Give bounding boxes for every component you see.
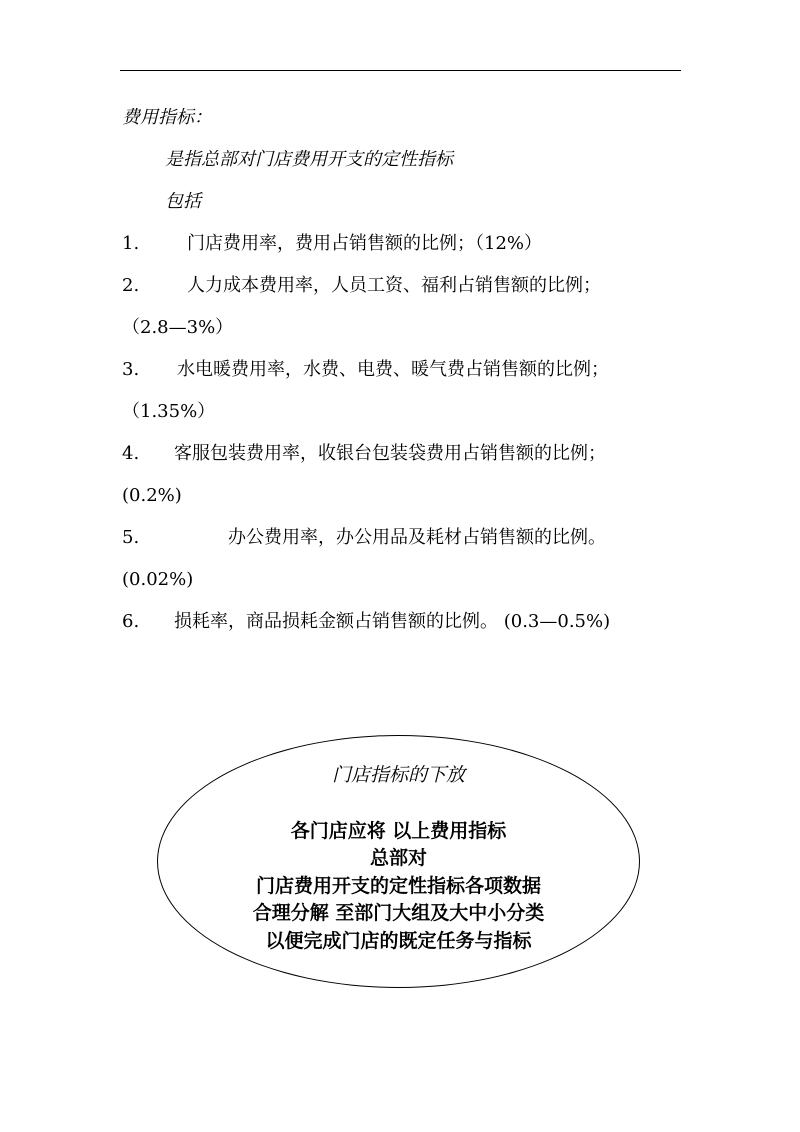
oval-line: 总部对 xyxy=(369,847,427,869)
item-number: 6. xyxy=(122,611,140,632)
item-text: 损耗率，商品损耗金额占销售额的比例。 (0.3—0.5%) xyxy=(174,611,611,632)
item-number: 3. xyxy=(122,359,140,380)
item-text: 门店费用率，费用占销售额的比例；（12%） xyxy=(187,233,543,254)
oval-line: 门店费用开支的定性指标各项数据 xyxy=(255,875,541,897)
item-continuation: (0.02%) xyxy=(122,569,194,590)
oval-line: 各门店应将 以上费用指标 xyxy=(290,820,507,842)
item-text: 办公费用率，办公用品及耗材占销售额的比例。 xyxy=(228,527,606,548)
oval-line: 合理分解 至部门大组及大中小分类 xyxy=(252,902,545,924)
item-text: 人力成本费用率，人员工资、福利占销售额的比例； xyxy=(187,275,601,296)
item-continuation: (0.2%) xyxy=(122,485,182,506)
item-continuation: （2.8—3%） xyxy=(122,317,234,338)
section-definition: 是指总部对门店费用开支的定性指标 xyxy=(165,149,453,170)
item-text: 客服包装费用率，收银台包装袋费用占销售额的比例； xyxy=(174,443,606,464)
item-continuation: （1.35%） xyxy=(122,401,216,422)
oval-line: 以便完成门店的既定任务与指标 xyxy=(265,930,532,952)
section-heading: 费用指标： xyxy=(122,107,212,128)
header-rule xyxy=(120,70,681,71)
section-includes: 包括 xyxy=(165,191,201,212)
item-number: 4. xyxy=(122,443,140,464)
item-number: 2. xyxy=(122,275,140,296)
item-text: 水电暖费用率，水费、电费、暖气费占销售额的比例； xyxy=(177,359,609,380)
item-number: 1. xyxy=(122,233,140,254)
oval-title: 门店指标的下放 xyxy=(331,764,465,786)
item-number: 5. xyxy=(122,527,140,548)
